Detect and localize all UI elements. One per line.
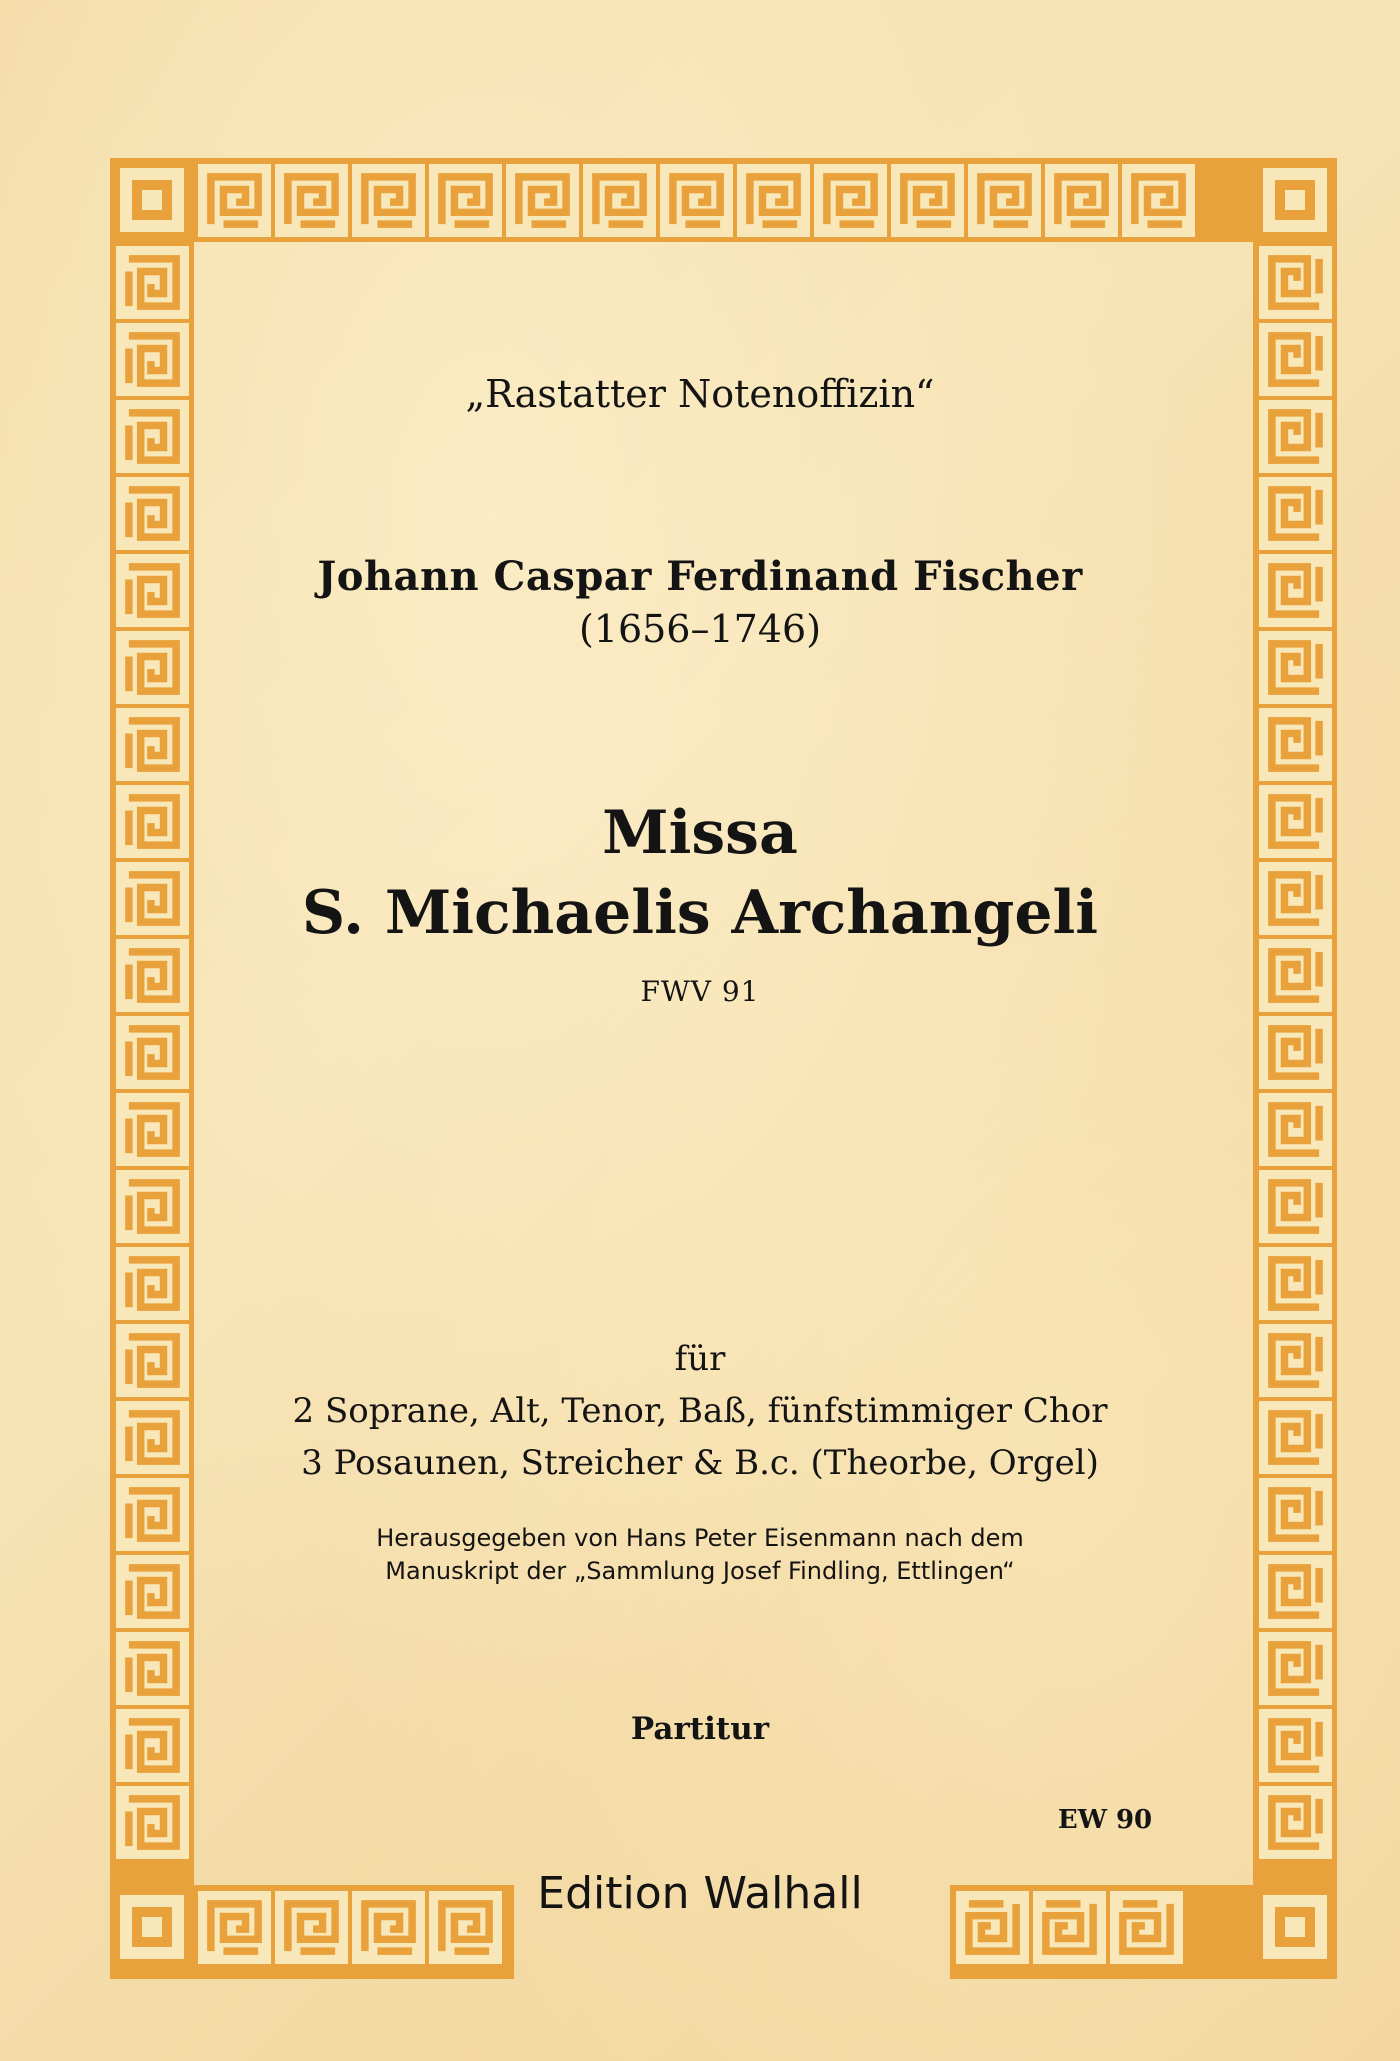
format-label: Partitur — [630, 1711, 770, 1747]
editor-note-line-1: Herausgegeben von Hans Peter Eisenmann nach dem — [376, 1524, 1024, 1552]
publisher-name: Edition Walhall — [537, 1868, 863, 1919]
composer-dates: (1656–1746) — [578, 607, 822, 651]
edition-code: EW 90 — [1057, 1805, 1153, 1835]
editor-note-line-2: Manuskript der „Sammlung Josef Findling, Ettlingen“ — [385, 1557, 1015, 1585]
instrumentation-line-2: 3 Posaunen, Streicher & B.c. (Theorbe, Orgel) — [301, 1443, 1099, 1483]
series-title: „Rastatter Notenoffizin“ — [465, 372, 935, 416]
work-title-line-1: Missa — [602, 798, 798, 868]
for-label: für — [674, 1339, 726, 1379]
composer-name: Johann Caspar Ferdinand Fischer — [317, 553, 1083, 600]
catalog-number: FWV 91 — [640, 975, 760, 1008]
work-title-line-2: S. Michaelis Archangeli — [301, 878, 1099, 948]
instrumentation-line-1: 2 Soprane, Alt, Tenor, Baß, fünfstimmiger Chor — [292, 1391, 1108, 1431]
